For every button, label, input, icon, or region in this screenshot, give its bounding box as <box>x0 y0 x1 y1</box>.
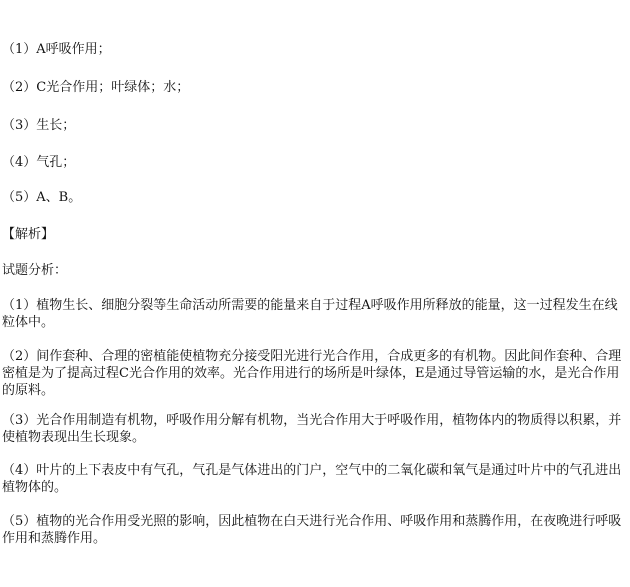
analysis-paragraph-4: （4）叶片的上下表皮中有气孔，气孔是气体进出的门户，空气中的二氧化碳和氧气是通过叶片中的气孔进出植物体的。 <box>2 463 622 495</box>
analysis-paragraph-2: （2）间作套种、合理的密植能使植物充分接受阳光进行光合作用，合成更多的有机物。因此间作套种、合理密植是为了提高过程C光合作用的效率。光合作用进行的场所是叶绿体，E是通过导管运输的水，是光合作用的原料。 <box>2 349 622 398</box>
answer-1: （1）A呼吸作用； <box>2 42 111 57</box>
analysis-paragraph-5: （5）植物的光合作用受光照的影响，因此植物在白天进行光合作用、呼吸作用和蒸腾作用，在夜晚进行呼吸作用和蒸腾作用。 <box>2 514 622 546</box>
answer-2: （2）C光合作用；叶绿体；水； <box>2 80 190 95</box>
analysis-intro: 试题分析： <box>2 263 68 278</box>
answer-3: （3）生长； <box>2 118 76 133</box>
analysis-paragraph-3: （3）光合作用制造有机物，呼吸作用分解有机物，当光合作用大于呼吸作用，植物体内的物质得以积累，并使植物表现出生长现象。 <box>2 413 622 445</box>
answer-5: （5）A、B。 <box>2 190 82 205</box>
analysis-paragraph-1: （1）植物生长、细胞分裂等生命活动所需要的能量来自于过程A呼吸作用所释放的能量，这一过程发生在线粒体中。 <box>2 298 618 330</box>
answer-4: （4）气孔； <box>2 155 76 170</box>
analysis-heading: 【解析】 <box>2 227 55 242</box>
